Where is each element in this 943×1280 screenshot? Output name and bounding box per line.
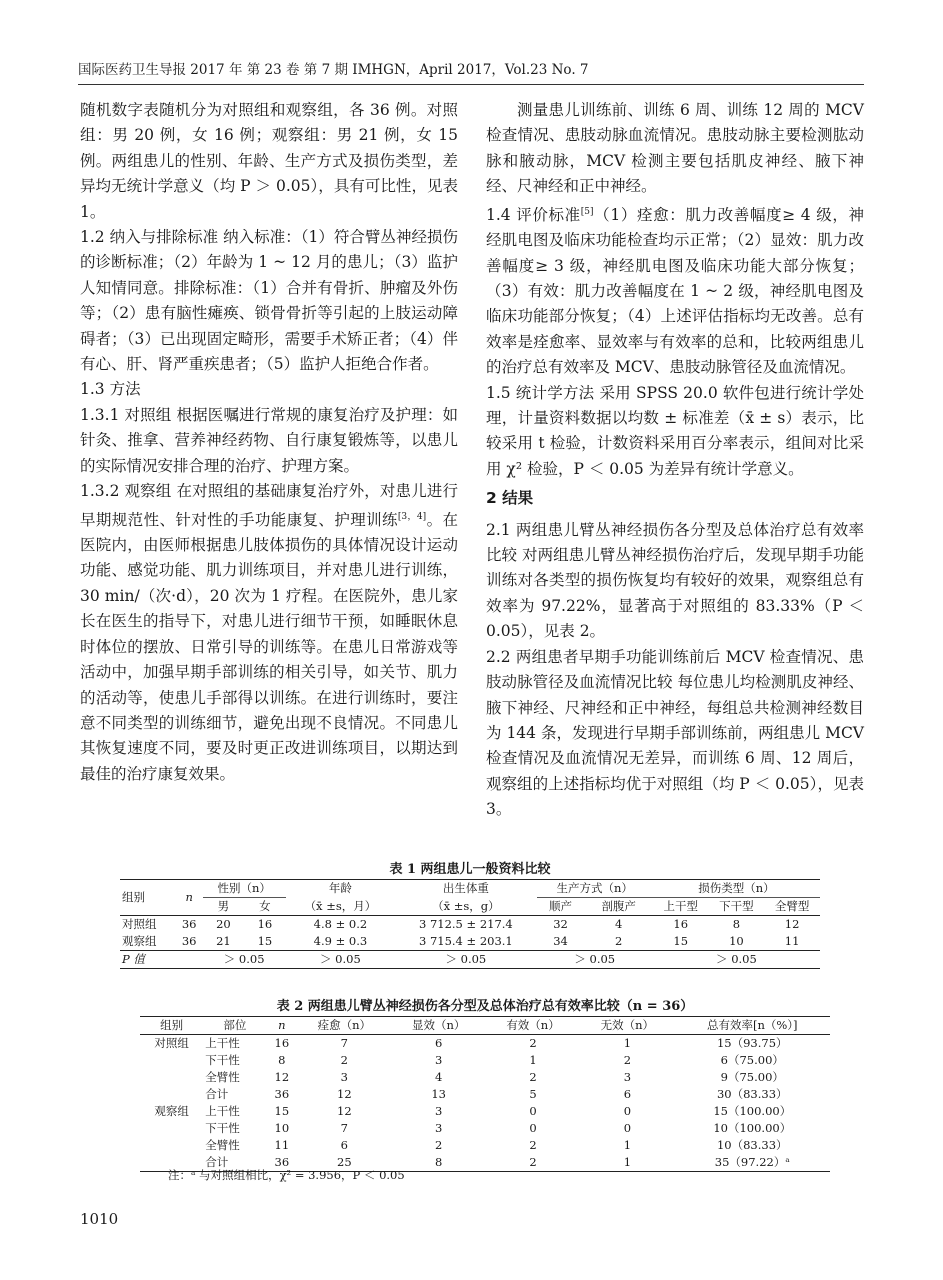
- table-cell: 4.8 ± 0.2: [313, 917, 368, 931]
- left-column: [80, 98, 458, 787]
- table-header: 组别: [122, 890, 145, 904]
- table-cell: 2: [340, 1053, 348, 1067]
- table2: [140, 1016, 830, 1172]
- table-cell: 15: [257, 934, 273, 948]
- table-row: [120, 916, 820, 934]
- table-header: 损伤类型（n）: [653, 880, 820, 898]
- table-cell: 15: [673, 934, 689, 948]
- table-cell: ＞ 0.05: [445, 952, 487, 966]
- table-cell: 合计: [205, 1087, 229, 1101]
- table-cell: 6: [340, 1138, 348, 1152]
- table-cell: 16: [673, 917, 689, 931]
- table-cell: P 值: [122, 952, 145, 966]
- table-cell: 8: [435, 1155, 443, 1169]
- table-cell: 10: [274, 1121, 290, 1135]
- table-cell: 15（100.00）: [713, 1104, 792, 1118]
- table-cell: 2: [529, 1138, 537, 1152]
- table-cell: 全臂性: [205, 1070, 240, 1084]
- table-cell: 36: [274, 1155, 290, 1169]
- table-cell: 20: [216, 917, 231, 931]
- table-cell: 7: [340, 1036, 348, 1050]
- table-cell: 21: [216, 934, 231, 948]
- table-cell: 12: [274, 1070, 290, 1084]
- table-header: 顺产: [549, 899, 573, 913]
- table-cell: 3: [435, 1053, 443, 1067]
- table-cell: 13: [431, 1087, 446, 1101]
- table-header: 性别（n）: [203, 880, 286, 898]
- text: 。在医院内，由医师根据患儿肢体损伤的具体情况设计运动功能、感觉功能、肌力训练项目，并对患儿进行训练，30 min/（次·d），20 次为 1 疗程。在医院外，患儿家长在医生的指导下，对患儿进行细节干预，如睡眠休息时体位的摆放、日常引导的训练等。在患儿日常游戏等活动中，加强早期手部训练的相关引导，如关节、肌力的活动等，使患儿手部得以训练。在进行训练时，要注意不同类型的训练细节，避免出现不良情况。不同患儿其恢复速度不同，要及时更正改进训练项目，以期达到最佳的治疗康复效果。: [80, 510, 458, 783]
- table1-caption: 表 1 两组患儿一般资料比较: [389, 862, 551, 877]
- table-header: （x̄ ±s，g）: [432, 898, 500, 913]
- table-row: [140, 1069, 830, 1086]
- table-cell: 4: [615, 917, 623, 931]
- table-cell: 2: [529, 1155, 537, 1169]
- table-cell: 8: [732, 917, 741, 931]
- paragraph: 随机数字表随机分为对照组和观察组，各 36 例。对照组：男 20 例，女 16 例；观察组：男 21 例，女 15 例。两组患儿的性别、年龄、生产方式及损伤类型，差异均无统计学意义（均 P ＞ 0.05），具有可比性，见表 1。: [80, 101, 458, 221]
- table-cell: 3: [435, 1104, 443, 1118]
- table-cell: 合计: [205, 1155, 229, 1169]
- table-cell: ＞ 0.05: [223, 952, 265, 966]
- table-cell: 15: [274, 1104, 290, 1118]
- table-cell: 30（83.33）: [716, 1087, 788, 1101]
- table-cell: 1: [529, 1053, 537, 1067]
- table-cell: 3 712.5 ± 217.4: [418, 917, 513, 931]
- table-header: 痊愈（n）: [317, 1018, 372, 1032]
- table-header: 生产方式（n）: [537, 880, 653, 898]
- table-cell: 上干性: [205, 1104, 240, 1118]
- table-cell: 3: [340, 1070, 348, 1084]
- table-cell: 上干性: [205, 1036, 240, 1050]
- table-cell: 16: [257, 917, 273, 931]
- running-header: 国际医药卫生导报 2017 年 第 23 卷 第 7 期 IMHGN，April 2017，Vol.23 No. 7: [78, 56, 864, 85]
- table-header: n: [185, 890, 193, 904]
- table-cell: 35（97.22）ᵃ: [714, 1155, 790, 1169]
- table-cell: 9（75.00）: [720, 1070, 784, 1084]
- table-cell: 10（100.00）: [713, 1121, 792, 1135]
- table-cell: 2: [623, 1053, 632, 1067]
- table-cell: 12: [784, 917, 800, 931]
- table-cell: 12: [337, 1087, 352, 1101]
- paragraph: 1.2 纳入与排除标准 纳入标准：（1）符合臂丛神经损伤的诊断标准；（2）年龄为 1 ~ 12 月的患儿；（3）监护人知情同意。排除标准：（1）合并有骨折、肿瘤及外伤等；（2）患有脑性瘫痪、锁骨骨折等引起的上肢运动障碍者；（3）已出现固定畸形，需要手术矫正者；（4）伴有心、肝、肾严重疾患者；（5）监护人拒绝合作者。: [80, 228, 458, 374]
- table-cell: 全臂性: [205, 1138, 240, 1152]
- section-heading: 2 结果: [486, 489, 534, 508]
- paragraph: [80, 479, 458, 787]
- table-cell: 10: [729, 934, 744, 948]
- table-cell: 32: [553, 917, 568, 931]
- table2-note: 注：ᵃ 与对照组相比，χ² = 3.956，P ＜ 0.05: [168, 1168, 405, 1182]
- table-cell: 4: [435, 1070, 443, 1084]
- table-header: 全臂型: [774, 899, 810, 913]
- table-cell: ＞ 0.05: [320, 952, 361, 966]
- table-header: 女: [259, 899, 271, 913]
- table-cell: ＞ 0.05: [574, 952, 616, 966]
- text: 1.4 评价标准: [486, 205, 581, 224]
- table2-caption: 表 2 两组患儿臂丛神经损伤各分型及总体治疗总有效率比较（n = 36）: [276, 999, 694, 1014]
- text: （1）痊愈：肌力改善幅度≥ 4 级，神经肌电图及临床功能检查均示正常；（2）显效：肌力改善幅度≥ 3 级，神经肌电图及临床功能大部分恢复；（3）有效：肌力改善幅度在 1 ~ 2 级，神经肌电图及临床功能部分恢复；（4）上述评估指标均无改善。总有效率是痊愈率、显效率与有效率的总和，比较两组患儿的治疗总有效率及 MCV、患肢动脉管径及血流情况。: [486, 205, 864, 377]
- table-cell: [140, 1069, 203, 1086]
- table-cell: 36: [181, 934, 197, 948]
- table-row: [140, 1035, 830, 1053]
- table-cell: 0: [529, 1104, 537, 1118]
- table-cell: 10（83.33）: [716, 1138, 788, 1152]
- table-cell: 观察组: [154, 1104, 189, 1118]
- table-cell: 3: [435, 1121, 443, 1135]
- table-header-row: [120, 898, 820, 916]
- table-cell: 1: [623, 1036, 632, 1050]
- table-cell: 0: [529, 1121, 537, 1135]
- table-cell: 5: [529, 1087, 537, 1101]
- table-cell: 11: [784, 934, 800, 948]
- table-header: 剖腹产: [601, 899, 636, 913]
- table-cell: 6: [435, 1036, 443, 1050]
- table-header: 总有效率[n（%）]: [706, 1018, 798, 1032]
- table-cell: ＞ 0.05: [716, 952, 757, 966]
- table1: [120, 879, 820, 969]
- table-header: 下干型: [719, 899, 754, 913]
- table-header: 年龄: [328, 881, 352, 896]
- paragraph: 测量患儿训练前、训练 6 周、训练 12 周的 MCV 检查情况、患肢动脉血流情况。患肢动脉主要检测肱动脉和腋动脉，MCV 检测主要包括肌皮神经、腋下神经、尺神经和正中神经。: [486, 101, 864, 196]
- table-cell: [140, 1137, 203, 1154]
- paragraph: 1.5 统计学方法 采用 SPSS 20.0 软件包进行统计学处理，计量资料数据以均数 ± 标准差（x̄ ± s）表示，比较采用 t 检验，计数资料采用百分率表示，组间对比采用 χ² 检验，P ＜ 0.05 为差异有统计学意义。: [486, 383, 864, 478]
- table-header: 出生体重: [442, 881, 489, 896]
- table-cell: 2: [615, 934, 623, 948]
- table-cell: 34: [553, 934, 568, 948]
- table-cell: 36: [181, 917, 197, 931]
- citation: [3，4]: [397, 511, 427, 522]
- table-cell: 0: [623, 1121, 632, 1135]
- table-cell: 8: [278, 1053, 286, 1067]
- table-cell: [140, 1086, 203, 1103]
- table-cell: 对照组: [122, 917, 157, 931]
- table-row: [140, 1103, 830, 1120]
- table-cell: 36: [274, 1087, 290, 1101]
- table-row: [140, 1052, 830, 1069]
- paragraph: 2.2 两组患者早期手功能训练前后 MCV 检查情况、患肢动脉管径及血流情况比较 每位患儿均检测肌皮神经、腋下神经、尺神经和正中神经，每组总共检测神经数目为 144 条，发现进行早期手部训练前，两组患儿 MCV 检查情况及血流情况无差异，而训练 6 周、12 周后，观察组的上述指标均优于对照组（均 P ＜ 0.05），见表 3。: [486, 647, 864, 819]
- table-cell: 15（93.75）: [716, 1036, 788, 1050]
- table-cell: [140, 1120, 203, 1137]
- table-cell: 3: [623, 1070, 632, 1084]
- page-number: 1010: [80, 1210, 119, 1228]
- paragraph: 1.3.1 对照组 根据医嘱进行常规的康复治疗及护理：如针灸、推拿、营养神经药物、自行康复锻炼等，以患儿的实际情况安排合理的治疗、护理方案。: [80, 405, 458, 475]
- table-cell: 下干性: [205, 1121, 240, 1135]
- table-cell: 1: [623, 1155, 632, 1169]
- table-cell: 2: [435, 1138, 443, 1152]
- table-cell: 3 715.4 ± 203.1: [418, 934, 513, 948]
- table-cell: 2: [529, 1070, 537, 1084]
- table-header: 有效（n）: [506, 1018, 560, 1032]
- table-cell: 6: [623, 1087, 632, 1101]
- table-row: [120, 933, 820, 951]
- table-cell: 1: [623, 1138, 632, 1152]
- table-cell: 对照组: [154, 1036, 189, 1050]
- citation: [5]: [580, 206, 594, 217]
- table-cell: 下干性: [205, 1053, 240, 1067]
- table-header: 无效（n）: [600, 1018, 655, 1032]
- table-row: [140, 1086, 830, 1103]
- table-cell: 11: [274, 1138, 290, 1152]
- table-header: 男: [217, 899, 230, 913]
- paragraph: 2.1 两组患儿臂丛神经损伤各分型及总体治疗总有效率比较 对两组患儿臂丛神经损伤治疗后，发现早期手功能训练对各类型的损伤恢复均有较好的效果，观察组总有效率为 97.22%，显著高于对照组的 83.33%（P ＜ 0.05），见表 2。: [486, 520, 864, 641]
- table-cell: 观察组: [122, 934, 157, 948]
- table-header: 组别: [160, 1018, 184, 1032]
- table-header: （x̄ ±s，月）: [304, 898, 377, 913]
- table-header: n: [278, 1018, 286, 1032]
- table-header-row: [120, 880, 820, 898]
- table-header-row: [140, 1017, 830, 1035]
- table-cell: 2: [529, 1036, 537, 1050]
- table-header: 上干型: [663, 899, 698, 913]
- table-row: [140, 1120, 830, 1137]
- table-cell: 16: [274, 1036, 290, 1050]
- table-cell: 0: [623, 1104, 632, 1118]
- text: 1.3.2 观察组 在对照组的基础康复治疗外，对患儿进行早期规范性、针对性的手功能康复、护理训练: [80, 482, 458, 529]
- table-cell: [140, 1052, 203, 1069]
- section-heading: 1.3 方法: [80, 380, 141, 399]
- table-cell: 4.9 ± 0.3: [313, 934, 368, 948]
- table-cell: 7: [340, 1121, 348, 1135]
- table-header: 部位: [223, 1018, 247, 1032]
- table-row: [140, 1137, 830, 1154]
- table-header: 显效（n）: [411, 1018, 466, 1032]
- paragraph: [486, 200, 864, 381]
- table-cell: 25: [337, 1155, 352, 1169]
- table-cell: 12: [337, 1104, 352, 1118]
- right-column: [486, 98, 864, 823]
- table-cell: 6（75.00）: [720, 1053, 784, 1067]
- table-row-p-value: [120, 951, 820, 969]
